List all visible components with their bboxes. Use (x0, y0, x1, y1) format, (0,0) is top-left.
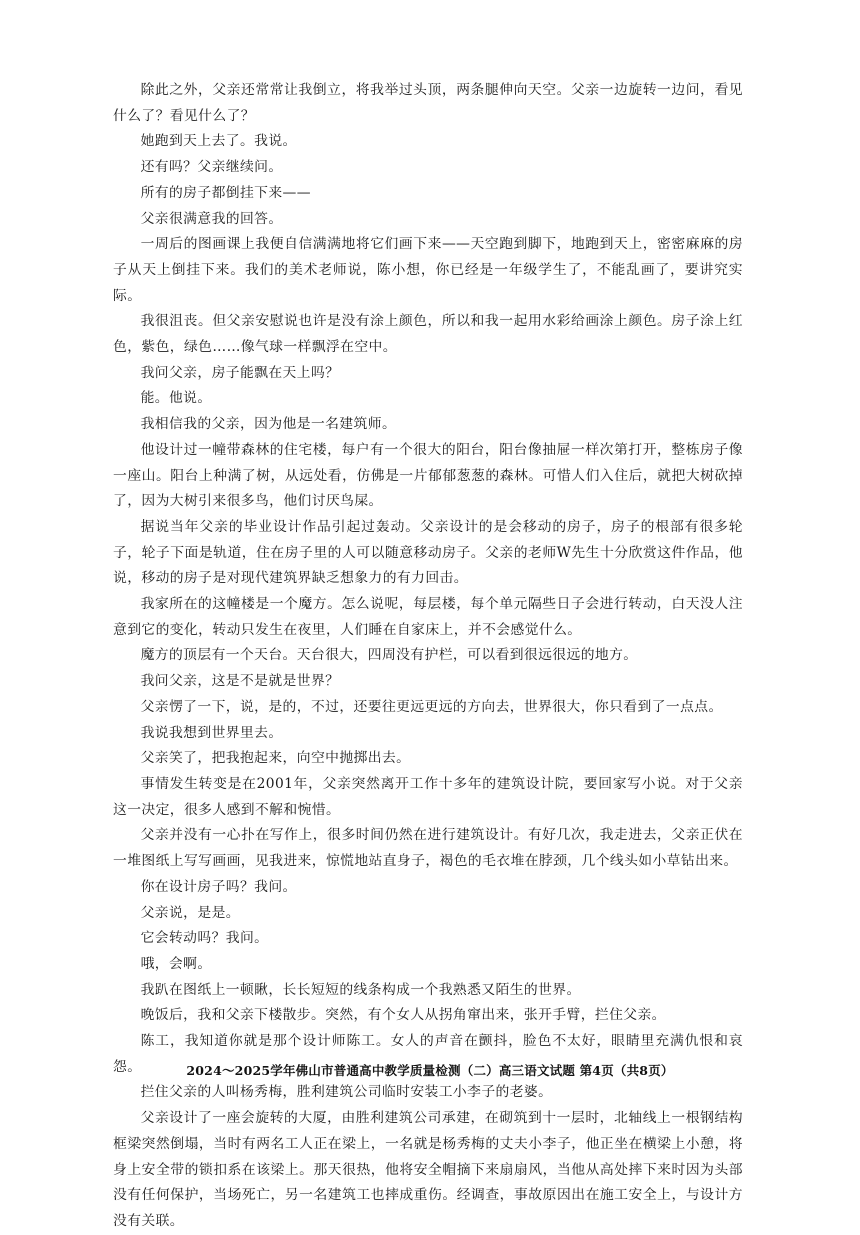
page-footer: 2024～2025学年佛山市普通高中教学质量检测（二）高三语文试题 第4页（共8页） (186, 1063, 674, 1078)
paragraph: 据说当年父亲的毕业设计作品引起过轰动。父亲设计的是会移动的房子，房子的根部有很多轮子，轮子下面是轨道，住在房子里的人可以随意移动房子。父亲的老师W先生十分欣赏这件作品，他说，移动的房子是对现代建筑界缺乏想象力的有力回击。 (113, 518, 743, 587)
paragraph: 所有的房子都倒挂下来—— (140, 184, 311, 201)
paragraph: 一周后的图画课上我便自信满满地将它们画下来——天空跑到脚下，地跑到天上，密密麻麻的房子从天上倒挂下来。我们的美术老师说，陈小想，你已经是一年级学生了，不能乱画了，要讲究实际。 (113, 236, 743, 304)
paragraph: 我家所在的这幢楼是一个魔方。怎么说呢，每层楼，每个单元隔些日子会进行转动，白天没人注意到它的变化，转动只发生在夜里，人们睡在自家床上，并不会感觉什么。 (113, 596, 743, 638)
paragraph: 晚饭后，我和父亲下楼散步。突然，有个女人从拐角窜出来，张开手臂，拦住父亲。 (140, 1007, 666, 1024)
paragraph: 事情发生转变是在2001年，父亲突然离开工作十多年的建筑设计院，要回家写小说。对于父亲这一决定，很多人感到不解和惋惜。 (113, 775, 743, 818)
paragraph: 我趴在图纸上一顿瞅，长长短短的线条构成一个我熟悉又陌生的世界。 (140, 981, 581, 998)
paragraph: 除此之外，父亲还常常让我倒立，将我举过头顶，两条腿伸向天空。父亲一边旋转一边问，看见什么了？看见什么了？ (113, 82, 743, 124)
paragraph: 父亲并没有一心扑在写作上，很多时间仍然在进行建筑设计。有好几次，我走进去，父亲正伏在一堆图纸上写写画画，见我进来，惊慌地站直身子，褐色的毛衣堆在脖颈，几个线头如小草钻出来。 (113, 827, 743, 870)
paragraph: 我相信我的父亲，因为他是一名建筑师。 (140, 416, 397, 433)
paragraph: 他设计过一幢带森林的住宅楼，每户有一个很大的阳台，阳台像抽屉一样次第打开，整栋房子像一座山。阳台上种满了树，从远处看，仿佛是一片郁郁葱葱的森林。可惜人们入住后，就把大树砍掉了，因为大树引来很多鸟，他们讨厌鸟屎。 (113, 441, 743, 510)
paragraph: 我问父亲，房子能飘在天上吗？ (140, 364, 340, 381)
paragraph: 她跑到天上去了。我说。 (140, 133, 297, 150)
paragraph: 魔方的顶层有一个天台。天台很大，四周没有护栏，可以看到很远很远的地方。 (140, 647, 638, 664)
paragraph: 能。他说。 (140, 390, 212, 407)
paragraph: 陈工，我知道你就是那个设计师陈工。女人的声音在颤抖，脸色不太好，眼睛里充满仇恨和哀怨。 (113, 1033, 743, 1075)
paragraph: 父亲说，是是。 (140, 904, 240, 921)
paragraph: 它会转动吗？我问。 (140, 930, 269, 947)
paragraph: 父亲愣了一下，说，是的，不过，还要往更远更远的方向去，世界很大，你只看到了一点点。 (140, 698, 723, 715)
paragraph: 我很沮丧。但父亲安慰说也许是没有涂上颜色，所以和我一起用水彩给画涂上颜色。房子涂上红色，紫色，绿色……像气球一样飘浮在空中。 (113, 313, 743, 356)
paragraph: 我说我想到世界里去。 (140, 724, 283, 741)
paragraph: 你在设计房子吗？我问。 (140, 878, 297, 895)
paragraph: 哦，会啊。 (140, 955, 212, 972)
paragraph: 父亲笑了，把我抱起来，向空中抛掷出去。 (140, 750, 411, 767)
paragraph: 父亲设计了一座会旋转的大厦，由胜利建筑公司承建，在砌筑到十一层时，北轴线上一根钢结构框梁突然倒塌，当时有两名工人正在梁上，一名就是杨秀梅的丈夫小李子，他正坐在横梁上小憩，将身上安全带的锁扣系在该梁上。那天很热，他将安全帽摘下来扇扇风，当他从高处摔下来时因为头部没有任何保护，当场死亡，另一名建筑工也摔成重伤。经调查，事故原因出在施工安全上，与设计方没有关联。 (113, 1110, 743, 1229)
paragraph: 还有吗？父亲继续问。 (140, 159, 283, 176)
paragraph: 父亲很满意我的回答。 (140, 210, 283, 227)
paragraph: 我问父亲，这是不是就是世界？ (140, 673, 340, 690)
paragraph: 拦住父亲的人叫杨秀梅，胜利建筑公司临时安装工小李子的老婆。 (140, 1084, 553, 1101)
